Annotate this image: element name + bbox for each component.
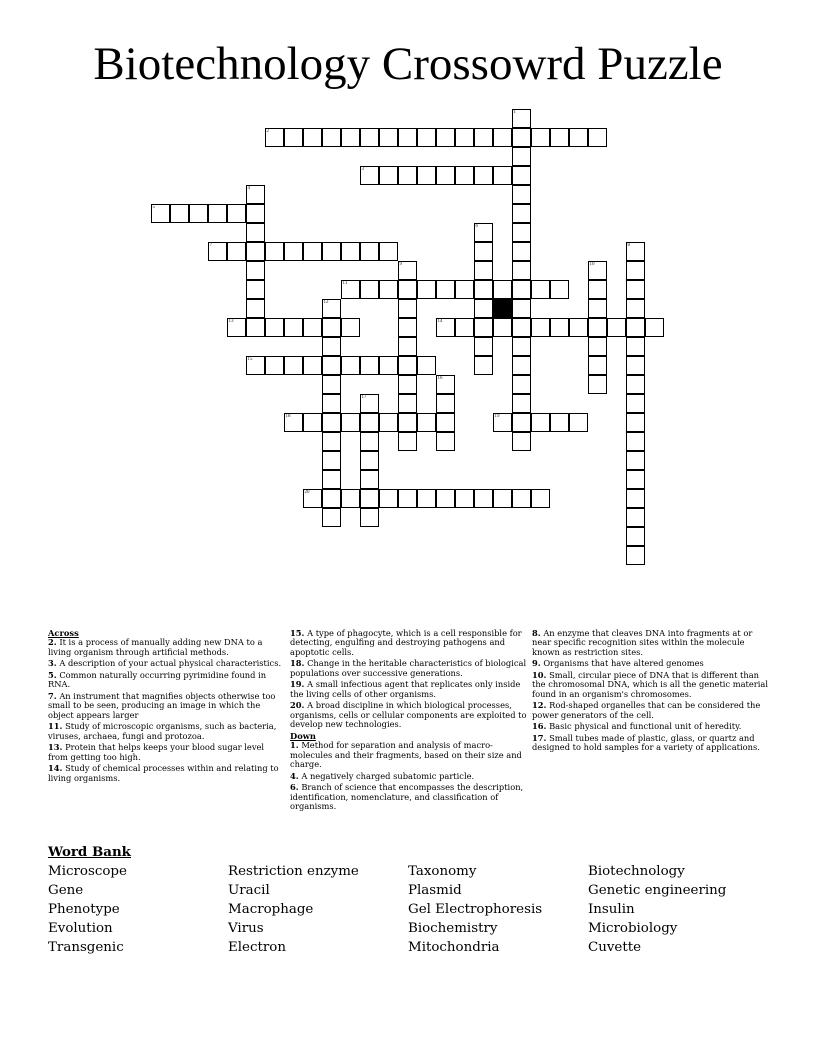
clue-across-3 (48, 659, 284, 668)
clue-text: Organisms that have altered genomes (543, 658, 704, 669)
crossword-cell[interactable] (512, 299, 531, 318)
crossword-cell[interactable] (626, 242, 645, 261)
word-bank-item: Microbiology (588, 921, 678, 936)
crossword-cell[interactable] (436, 432, 455, 451)
crossword-cell[interactable] (246, 356, 265, 375)
crossword-cell[interactable] (588, 299, 607, 318)
crossword-cell[interactable] (569, 413, 588, 432)
crossword-cell[interactable] (360, 356, 379, 375)
clue-number-label: 13 (228, 318, 234, 324)
clue-number: 10. (532, 670, 547, 680)
crossword-cell[interactable] (531, 128, 550, 147)
clue-number-label: 12 (323, 299, 329, 305)
crossword-cell[interactable] (626, 451, 645, 470)
crossword-cell[interactable] (170, 204, 189, 223)
crossword-cell[interactable] (531, 489, 550, 508)
crossword-cell[interactable] (512, 432, 531, 451)
crossword-cell[interactable] (493, 318, 512, 337)
clue-down-1 (290, 741, 530, 769)
crossword-cell[interactable] (322, 413, 341, 432)
clue-number-label: 8 (627, 242, 630, 248)
crossword-cell[interactable] (303, 318, 322, 337)
clue-across-14 (48, 764, 284, 783)
crossword-cell[interactable] (208, 204, 227, 223)
crossword-cell[interactable] (398, 318, 417, 337)
clue-number-label: 17 (361, 394, 367, 400)
crossword-cell[interactable] (512, 413, 531, 432)
crossword-cell[interactable] (436, 166, 455, 185)
crossword-cell[interactable] (417, 413, 436, 432)
clue-number-label: 15 (247, 356, 253, 362)
crossword-cell[interactable] (474, 318, 493, 337)
crossword-cell[interactable] (512, 128, 531, 147)
crossword-cell[interactable] (474, 223, 493, 242)
crossword-cell[interactable] (474, 261, 493, 280)
crossword-cell[interactable] (626, 375, 645, 394)
down-heading: Down (290, 730, 316, 741)
clue-number: 11. (48, 721, 63, 732)
word-bank-item: Gel Electrophoresis (408, 902, 543, 917)
crossword-cell[interactable] (246, 185, 265, 204)
crossword-cell[interactable] (341, 280, 360, 299)
crossword-cell[interactable] (398, 432, 417, 451)
crossword-cell[interactable] (322, 299, 341, 318)
crossword-cell[interactable] (626, 261, 645, 280)
crossword-cell[interactable] (398, 299, 417, 318)
crossword-cell[interactable] (398, 413, 417, 432)
crossword-cell[interactable] (474, 280, 493, 299)
crossword-cell[interactable] (284, 128, 303, 147)
clue-number: 3. (48, 658, 57, 669)
crossword-cell[interactable] (398, 394, 417, 413)
clue-number: 16. (532, 721, 547, 732)
crossword-cell[interactable] (512, 375, 531, 394)
crossword-cell[interactable] (379, 166, 398, 185)
clue-number: 6. (290, 782, 299, 793)
crossword-cell[interactable] (208, 242, 227, 261)
clue-number: 1. (290, 740, 299, 751)
clue-number-label: 4 (247, 185, 250, 191)
crossword-cell[interactable] (246, 223, 265, 242)
crossword-grid (151, 109, 683, 579)
word-bank-item: Phenotype (48, 902, 120, 917)
crossword-cell[interactable] (322, 318, 341, 337)
clue-number-label: 6 (475, 223, 478, 229)
word-bank-column (48, 862, 228, 957)
page-title: Biotechnology Crossowrd Puzzle (93, 38, 723, 90)
crossword-cell[interactable] (626, 432, 645, 451)
clue-across-7 (48, 692, 284, 720)
crossword-cell[interactable] (341, 356, 360, 375)
crossword-cell[interactable] (493, 413, 512, 432)
crossword-cell[interactable] (436, 413, 455, 432)
crossword-cell[interactable] (512, 318, 531, 337)
crossword-cell[interactable] (474, 489, 493, 508)
crossword-cell[interactable] (455, 489, 474, 508)
crossword-cell[interactable] (360, 394, 379, 413)
crossword-cell[interactable] (588, 280, 607, 299)
clues-column-2 (290, 629, 530, 814)
crossword-cell[interactable] (398, 356, 417, 375)
crossword-cell[interactable] (474, 166, 493, 185)
clue-number-label: 9 (399, 261, 402, 267)
crossword-cell[interactable] (379, 242, 398, 261)
crossword-cell[interactable] (360, 489, 379, 508)
word-bank-grid (48, 862, 788, 957)
crossword-cell[interactable] (607, 318, 626, 337)
crossword-cell[interactable] (322, 432, 341, 451)
clues-column-1 (48, 629, 284, 785)
crossword-cell[interactable] (550, 128, 569, 147)
clue-number: 13. (48, 742, 63, 753)
crossword-cell[interactable] (512, 337, 531, 356)
crossword-cell[interactable] (550, 280, 569, 299)
crossword-cell[interactable] (626, 470, 645, 489)
clue-text: Small tubes made of plastic, glass, or quartz and designed to hold samples for a variety of applications. (532, 733, 760, 753)
crossword-cell[interactable] (626, 280, 645, 299)
clue-across-20 (290, 701, 530, 729)
clue-text: An instrument that magnifies objects otherwise too small to be seen, producing an image in which the object appears larger (48, 691, 276, 720)
clue-number-label: 1 (513, 109, 516, 115)
clue-text: Protein that helps keeps your blood sugar level from getting too high. (48, 742, 265, 762)
word-bank-item: Biotechnology (588, 864, 685, 879)
word-bank-item: Macrophage (228, 902, 314, 917)
crossword-cell[interactable] (398, 337, 417, 356)
crossword-cell[interactable] (265, 128, 284, 147)
clue-number: 15. (290, 628, 305, 638)
crossword-cell[interactable] (512, 185, 531, 204)
crossword-cell[interactable] (512, 204, 531, 223)
crossword-cell[interactable] (626, 356, 645, 375)
crossword-cell[interactable] (246, 280, 265, 299)
crossword-cell[interactable] (512, 147, 531, 166)
crossword-cell[interactable] (360, 413, 379, 432)
crossword-cell[interactable] (265, 242, 284, 261)
crossword-cell[interactable] (379, 489, 398, 508)
word-bank-item: Electron (228, 940, 286, 955)
crossword-cell[interactable] (512, 166, 531, 185)
clue-number: 12. (532, 700, 547, 711)
clue-text: Study of microscopic organisms, such as bacteria, viruses, archaea, fungi and protozoa. (48, 721, 277, 741)
crossword-cell[interactable] (474, 299, 493, 318)
word-bank-column (588, 862, 768, 957)
clue-number: 19. (290, 679, 305, 690)
crossword-cell[interactable] (322, 128, 341, 147)
crossword-cell[interactable] (360, 166, 379, 185)
clue-number-label: 2 (266, 128, 269, 134)
crossword-cell[interactable] (284, 356, 303, 375)
crossword-cell[interactable] (303, 356, 322, 375)
clue-number: 9. (532, 658, 541, 669)
clue-number-label: 20 (304, 489, 310, 495)
crossword-cell[interactable] (626, 318, 645, 337)
crossword-cell[interactable] (417, 128, 436, 147)
crossword-cell[interactable] (626, 337, 645, 356)
word-bank-item: Gene (48, 883, 84, 898)
crossword-cell[interactable] (588, 261, 607, 280)
crossword-cell[interactable] (455, 280, 474, 299)
crossword-cell[interactable] (455, 128, 474, 147)
crossword-cell[interactable] (474, 242, 493, 261)
crossword-cell[interactable] (398, 166, 417, 185)
crossword-cell[interactable] (512, 261, 531, 280)
crossword-cell[interactable] (512, 280, 531, 299)
crossword-cell[interactable] (398, 375, 417, 394)
crossword-cell[interactable] (246, 242, 265, 261)
crossword-cell[interactable] (588, 337, 607, 356)
clue-text: Common naturally occurring pyrimidine found in RNA. (48, 670, 267, 690)
crossword-cell[interactable] (474, 128, 493, 147)
clue-down-17 (532, 734, 772, 753)
crossword-cell[interactable] (436, 394, 455, 413)
word-bank-item: Taxonomy (408, 864, 477, 879)
clue-text: A small infectious agent that replicates only inside the living cells of other organisms. (290, 679, 521, 699)
crossword-cell[interactable] (474, 356, 493, 375)
crossword-cell[interactable] (341, 318, 360, 337)
crossword-cell[interactable] (379, 128, 398, 147)
clue-across-19 (290, 680, 530, 699)
crossword-cell[interactable] (360, 432, 379, 451)
clue-number-label: 14 (437, 318, 443, 324)
crossword-cell[interactable] (398, 128, 417, 147)
clue-text: A type of phagocyte, which is a cell responsible for detecting, engulfing and destroying pathogens and apoptotic cells. (290, 628, 522, 657)
clue-down-10 (532, 671, 772, 699)
crossword-cell[interactable] (436, 375, 455, 394)
crossword-cell[interactable] (341, 128, 360, 147)
crossword-cell[interactable] (626, 546, 645, 565)
crossword-cell[interactable] (512, 223, 531, 242)
crossword-cell[interactable] (512, 109, 531, 128)
crossword-cell[interactable] (626, 299, 645, 318)
crossword-cell[interactable] (398, 489, 417, 508)
crossword-cell[interactable] (417, 166, 436, 185)
crossword-cell[interactable] (436, 128, 455, 147)
crossword-cell[interactable] (322, 375, 341, 394)
clue-across-5 (48, 671, 284, 690)
crossword-cell[interactable] (227, 242, 246, 261)
crossword-cell[interactable] (284, 413, 303, 432)
word-bank-column (228, 862, 408, 957)
clue-text: An enzyme that cleaves DNA into fragments at or near specific recognition sites within the molecule known as restriction sites. (532, 628, 753, 657)
crossword-cell[interactable] (303, 242, 322, 261)
crossword-cell[interactable] (493, 489, 512, 508)
crossword-cell[interactable] (265, 356, 284, 375)
clue-down-4 (290, 772, 530, 781)
clue-text: Change in the heritable characteristics of biological populations over successive generations. (290, 658, 527, 678)
crossword-cell[interactable] (246, 318, 265, 337)
crossword-cell[interactable] (151, 204, 170, 223)
crossword-cell[interactable] (512, 356, 531, 375)
clue-across-18 (290, 659, 530, 678)
crossword-cell[interactable] (360, 451, 379, 470)
crossword-cell[interactable] (360, 280, 379, 299)
crossword-cell[interactable] (455, 166, 474, 185)
clue-text: A broad discipline in which biological processes, organisms, cells or cellular components are exploited to develop new technologies. (290, 700, 527, 730)
clue-number: 18. (290, 658, 305, 669)
crossword-cell[interactable] (626, 508, 645, 527)
crossword-cell[interactable] (645, 318, 664, 337)
crossword-cell[interactable] (626, 527, 645, 546)
crossword-cell[interactable] (189, 204, 208, 223)
crossword-cell[interactable] (227, 318, 246, 337)
crossword-cell[interactable] (474, 337, 493, 356)
crossword-cell[interactable] (512, 394, 531, 413)
clue-number: 2. (48, 637, 57, 648)
clue-text: Study of chemical processes within and relating to living organisms. (48, 763, 279, 783)
crossword-black-cell (493, 299, 512, 318)
clue-number: 7. (48, 691, 57, 701)
crossword-cell[interactable] (626, 489, 645, 508)
crossword-cell[interactable] (246, 261, 265, 280)
crossword-cell[interactable] (379, 280, 398, 299)
crossword-cell[interactable] (588, 375, 607, 394)
clues-column-3 (532, 629, 772, 755)
clue-number-label: 7 (209, 242, 212, 248)
word-bank-item: Evolution (48, 921, 113, 936)
crossword-cell[interactable] (322, 508, 341, 527)
clue-text: Basic physical and functional unit of heredity. (549, 721, 742, 732)
crossword-cell[interactable] (284, 318, 303, 337)
clue-down-12 (532, 701, 772, 720)
word-bank (48, 843, 788, 957)
crossword-cell[interactable] (322, 356, 341, 375)
clue-text: Branch of science that encompasses the description, identification, nomenclature, and classification of organisms. (290, 782, 524, 812)
crossword-cell[interactable] (531, 318, 550, 337)
clue-number-label: 3 (361, 166, 364, 172)
clue-number: 8. (532, 628, 541, 638)
clue-number: 4. (290, 770, 299, 781)
clue-down-9 (532, 659, 772, 668)
word-bank-item: Transgenic (48, 940, 124, 955)
crossword-cell[interactable] (379, 413, 398, 432)
clue-number-label: 5 (152, 204, 155, 210)
clue-down-8 (532, 629, 772, 657)
crossword-cell[interactable] (550, 413, 569, 432)
clue-text: Method for separation and analysis of macro-molecules and their fragments, based on their size and charge. (290, 740, 522, 770)
crossword-cell[interactable] (569, 318, 588, 337)
word-bank-item: Uracil (228, 883, 270, 898)
crossword-cell[interactable] (360, 242, 379, 261)
crossword-cell[interactable] (493, 128, 512, 147)
clue-number: 17. (532, 733, 547, 743)
crossword-cell[interactable] (360, 128, 379, 147)
crossword-cell[interactable] (436, 489, 455, 508)
word-bank-item: Microscope (48, 864, 127, 879)
crossword-cell[interactable] (455, 318, 474, 337)
clue-number: 20. (290, 700, 305, 711)
word-bank-item: Plasmid (408, 883, 462, 898)
word-bank-item: Mitochondria (408, 940, 500, 955)
clue-across-13 (48, 743, 284, 762)
crossword-cell[interactable] (322, 470, 341, 489)
clue-text: Small, circular piece of DNA that is different than the chromosomal DNA, which is all the genetic material found in an organism's chromosomes. (532, 670, 768, 699)
crossword-cell[interactable] (626, 394, 645, 413)
crossword-cell[interactable] (303, 413, 322, 432)
crossword-cell[interactable] (360, 508, 379, 527)
clue-down-16 (532, 722, 772, 731)
clue-number-label: 19 (494, 413, 500, 419)
clue-text: A description of your actual physical characteristics. (59, 658, 282, 669)
crossword-cell[interactable] (379, 356, 398, 375)
crossword-cell[interactable] (588, 318, 607, 337)
crossword-cell[interactable] (588, 128, 607, 147)
crossword-cell[interactable] (436, 280, 455, 299)
clue-across-15 (290, 629, 530, 657)
crossword-cell[interactable] (531, 280, 550, 299)
crossword-cell[interactable] (303, 128, 322, 147)
crossword-cell[interactable] (626, 413, 645, 432)
crossword-cell[interactable] (322, 451, 341, 470)
clue-across-11 (48, 722, 284, 741)
crossword-cell[interactable] (588, 356, 607, 375)
crossword-cell[interactable] (493, 280, 512, 299)
crossword-cell[interactable] (436, 318, 455, 337)
word-bank-item: Insulin (588, 902, 635, 917)
word-bank-item: Genetic engineering (588, 883, 727, 898)
clue-down-6 (290, 783, 530, 811)
clue-across-2 (48, 638, 284, 657)
crossword-cell[interactable] (322, 489, 341, 508)
crossword-cell[interactable] (265, 318, 284, 337)
word-bank-item: Virus (228, 921, 264, 936)
across-heading: Across (48, 628, 79, 638)
crossword-cell[interactable] (398, 261, 417, 280)
crossword-cell[interactable] (341, 242, 360, 261)
clue-number: 5. (48, 670, 57, 680)
crossword-cell[interactable] (550, 318, 569, 337)
crossword-cell[interactable] (227, 204, 246, 223)
crossword-cell[interactable] (512, 242, 531, 261)
clue-number-label: 16 (437, 375, 443, 381)
crossword-cell[interactable] (493, 166, 512, 185)
crossword-cell[interactable] (284, 242, 303, 261)
word-bank-item: Cuvette (588, 940, 642, 955)
crossword-cell[interactable] (360, 470, 379, 489)
clue-text: A negatively charged subatomic particle. (301, 770, 475, 781)
clue-number-label: 11 (342, 280, 348, 286)
clue-number-label: 10 (589, 261, 595, 267)
word-bank-heading: Word Bank (48, 844, 131, 860)
crossword-cell[interactable] (322, 337, 341, 356)
clue-number-label: 18 (285, 413, 291, 419)
crossword-cell[interactable] (322, 242, 341, 261)
word-bank-item: Biochemistry (408, 921, 498, 936)
clue-text: It is a process of manually adding new DNA to a living organism through artificial methods. (48, 637, 263, 657)
crossword-cell[interactable] (531, 413, 550, 432)
crossword-cell[interactable] (569, 128, 588, 147)
word-bank-column (408, 862, 588, 957)
crossword-cell[interactable] (246, 204, 265, 223)
crossword-cell[interactable] (341, 413, 360, 432)
crossword-cell[interactable] (417, 489, 436, 508)
clue-number: 14. (48, 763, 63, 774)
crossword-cell[interactable] (398, 280, 417, 299)
word-bank-item: Restriction enzyme (228, 864, 359, 879)
crossword-cell[interactable] (341, 489, 360, 508)
crossword-cell[interactable] (322, 394, 341, 413)
crossword-cell[interactable] (512, 489, 531, 508)
crossword-cell[interactable] (303, 489, 322, 508)
clue-text: Rod-shaped organelles that can be considered the power generators of the cell. (532, 700, 761, 720)
crossword-cell[interactable] (246, 299, 265, 318)
crossword-cell[interactable] (417, 356, 436, 375)
crossword-cell[interactable] (417, 280, 436, 299)
